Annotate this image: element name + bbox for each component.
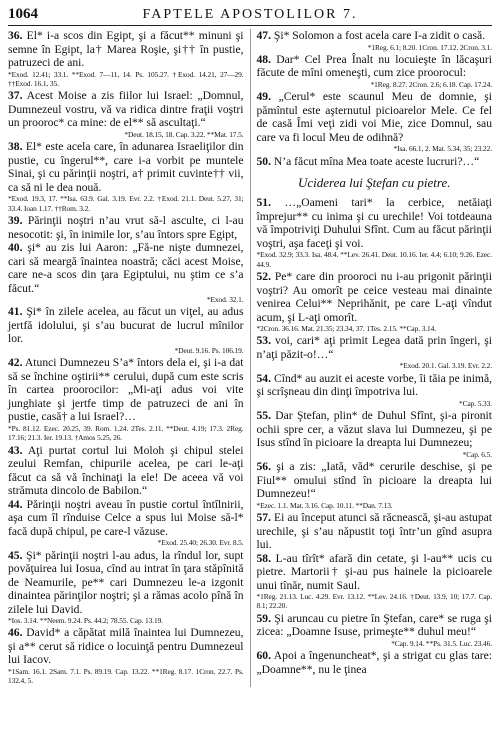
verse-text: Şi aruncau cu pietre în Ştefan, care* se ruga şi zicea: „Doamne Isuse, primeşte** duhul meu!“ xyxy=(256,611,492,639)
cross-reference: *Cap. 5.33. xyxy=(459,398,492,408)
verse-number: 46. xyxy=(8,626,23,640)
verse-number: 50. xyxy=(256,154,271,168)
verse-number: 54. xyxy=(256,371,271,385)
cross-reference: *Exod. 32.1. xyxy=(206,295,244,305)
verse-number: 58. xyxy=(256,551,271,565)
verse xyxy=(257,649,493,676)
verse-text: David* a căpătat milă înaintea lui Dumnezeu, şi a** cerut să ridice o locuinţă pentru Dumnezeul lui Iacov. xyxy=(8,626,244,667)
verse-text: Acest Moise a zis fiilor lui Israel: „Domnul, Dumnezeul vostru, vă va ridica dintre fraţii voştri un prooroc* ca mine: de el** să ascultaţi.“ xyxy=(8,89,244,130)
section-heading: Uciderea lui Ştefan cu pietre. xyxy=(298,175,451,191)
verse-number: 51. xyxy=(256,196,271,210)
verse xyxy=(257,612,493,639)
verse xyxy=(8,214,244,241)
verse-number: 39. xyxy=(8,214,23,228)
verse xyxy=(257,372,493,399)
verse xyxy=(8,89,244,130)
verse-text: „Cerul* este scaunul Meu de domnie, şi pămîntul este aşternutul picioarelor Mele. Ce fel de casă Îmi veţi zidi voi Mie, zice Domnul, sau care va fi locul Meu de odihnă? xyxy=(256,90,492,144)
verse-number: 48. xyxy=(256,52,271,66)
verse xyxy=(8,498,244,539)
verse-text: Cînd* au auzit ei aceste vorbe, îi tăia pe inimă, şi scrîşneau din dinţi împotriva lui. xyxy=(256,371,492,399)
cross-reference: *1Reg. 8.27. 2Cron. 2.6; 6.18. Cap. 17.24. xyxy=(370,79,492,89)
right-column xyxy=(251,29,493,687)
verse-text: Dar* Cel Prea Înalt nu locuieşte în lăcaşuri făcute de mîni omeneşti, cum zice proorocul: xyxy=(256,52,492,80)
page-header xyxy=(8,6,492,26)
verse xyxy=(257,460,493,501)
verse xyxy=(257,29,493,43)
cross-reference: *1Reg. 21.13. Luc. 4.29. Evr. 13.12. **Lev. 24.16. †Deut. 13.9, 10; 17.7. Cap. 8.1; 22.20. xyxy=(256,592,492,611)
verse xyxy=(8,356,244,424)
cross-reference: *Ps. 81.12. Ezec. 20.25, 39. Rom. 1.24. 2Tes. 2.11. **Deut. 4.19; 17.3. 2Reg. 17.16; 21.3. Ier. 19.13. †Amos 5.25, 26. xyxy=(8,423,244,443)
verse-text: Şi* părinţii noştri l-au adus, la rîndul lor, supt povăţuirea lui Iosua, cînd au intrat în ţara stăpînită de Neamurile, pe** cari Dumnezeu le-a izgonit dinaintea părinţilor noştri; şi a rămas acolo pînă în zilele lui David. xyxy=(8,548,244,616)
cross-reference: *Deut. 9.16. Ps. 106.19. xyxy=(174,345,244,355)
verse-number: 43. xyxy=(8,443,23,457)
verse-text: voi, cari* aţi primit Legea dată prin îngeri, şi n’aţi păzit-o!…“ xyxy=(256,334,492,361)
verse-number: 44. xyxy=(8,497,23,511)
verse xyxy=(257,409,493,450)
verse xyxy=(257,270,493,324)
verse-number: 37. xyxy=(8,89,23,103)
verse-number: 49. xyxy=(256,90,271,104)
verse-text: El* i-a scos din Egipt, şi a făcut** minuni şi semne în Egipt, la† Marea Roşie, şi†† în pustie, patruzeci de ani. xyxy=(8,29,244,69)
verse xyxy=(257,334,493,361)
verse-number: 42. xyxy=(8,356,23,370)
verse-number: 38. xyxy=(8,140,23,154)
cross-reference: *Exod. 20.1. Gal. 3.19. Evr. 2.2. xyxy=(399,361,492,371)
verse xyxy=(257,155,493,169)
cross-reference: *Ezec. 1.1. Mat. 3.16. Cap. 10.11. **Dan. 7.13. xyxy=(256,500,393,510)
verse-text: şi a zis: „Iată, văd* cerurile deschise, şi pe Fiul** omului stînd în picioare la dreapta lui Dumnezeu!“ xyxy=(256,460,492,501)
cross-reference: *Ios. 3.14. **Neem. 9.24. Ps. 44.2; 78.55. Cap. 13.19. xyxy=(8,616,163,626)
verse-number: 41. xyxy=(8,305,23,319)
verse-text: Aţi purtat cortul lui Moloh şi chipul stelei zeului Remfan, chipurile acelea, pe cari le-aţi făcut ca să vă închinaţi la ele! De aceea vă voi strămuta dincolo de Babilon.“ xyxy=(8,443,244,498)
verse-number: 47. xyxy=(256,29,271,42)
verse-text: Părinţii noştri n’au vrut să-l asculte, ci l-au nesocotit: şi, în inimile lor, s’au întors spre Egipt, xyxy=(8,214,244,241)
verse xyxy=(257,552,493,593)
verse-text: Ei au început atunci să răcnească, şi-au astupat urechile, şi s’au năpustit toţi într’un gînd asupra lui. xyxy=(256,511,492,552)
verse-number: 56. xyxy=(256,460,271,474)
verse-text: Şi* în zilele acelea, au făcut un viţel, au adus jertfă idolului, şi s’au bucurat de lucrul mînilor lor. xyxy=(8,305,244,346)
verse-number: 36. xyxy=(8,29,23,42)
verse-text: şi* au zis lui Aaron: „Fă-ne nişte dumnezei, cari să meargă înaintea noastră; căci acest Moise, care ne-a scos din ţara Egiptului, nu ştim ce s’a făcut.“ xyxy=(8,241,244,295)
verse-text: Apoi a îngenuncheat*, şi a strigat cu glas tare: „Doamne**, nu le ţinea xyxy=(256,649,492,676)
cross-reference: *Exod. 32.9; 33.3. Isa. 48.4. **Lev. 26.41. Deut. 10.16. Ier. 4.4; 6.10; 9.26. Ezec. 44.9. xyxy=(256,250,492,269)
verse-number: 45. xyxy=(8,548,23,562)
verse-number: 52. xyxy=(256,270,271,284)
verse xyxy=(257,53,493,80)
verse-number: 59. xyxy=(256,611,271,625)
verse xyxy=(257,511,493,552)
page-number: 1064 xyxy=(8,6,38,22)
verse-text: Pe* care din prooroci nu i-au prigonit părinţii voştri? Au omorît pe ceice vesteau mai dinainte venirea Celui** Neprihănit, pe care L-aţi vîndut acum, şi L-aţi omorît. xyxy=(256,270,492,324)
cross-reference: *Exod. 12.41; 33.1. **Exod. 7—11, 14. Ps. 105.27. †Exod. 14.21, 27—29. ††Exod. 16.1, 35. xyxy=(8,69,244,88)
verse-number: 60. xyxy=(256,649,271,663)
cross-reference: *2Cron. 36.16. Mat. 21.35; 23.34, 37. 1Tes. 2.15. **Cap. 3.14. xyxy=(256,324,436,334)
cross-reference: *Exod. 25.40; 26.30. Evr. 8.5. xyxy=(157,538,244,548)
cross-reference: *Deut. 18.15, 18. Cap. 3.22. **Mat. 17.5. xyxy=(124,129,244,139)
verse-text: Şi* Solomon a fost acela care I-a zidit o casă. xyxy=(273,29,486,42)
verse-text: Dar Ştefan, plin* de Duhul Sfînt, şi-a pironit ochii spre cer, a văzut slava lui Dumnezeu, şi pe Isus stînd în picioare la dreapta lui Dumnezeu; xyxy=(256,409,492,450)
verse xyxy=(257,90,493,144)
text-columns xyxy=(8,29,492,687)
cross-reference: *Exod. 19.3, 17. **Isa. 63.9. Gal. 3.19. Evr. 2.2. †Exod. 21.1. Deut. 5.27, 31; 33.4. Ioan 1.17. ††Rom. 3.2. xyxy=(8,194,244,213)
verse-text: L-au tîrît* afară din cetate, şi l-au** ucis cu pietre. Martorii† şi-au pus hainele la picioarele unui tînăr, numit Saul. xyxy=(256,551,492,592)
cross-reference: *Cap. 6.5. xyxy=(462,449,492,459)
verse-text: N’a făcut mîna Mea toate aceste lucruri?…“ xyxy=(273,154,480,168)
verse xyxy=(8,241,244,295)
verse xyxy=(8,444,244,498)
verse xyxy=(8,549,244,617)
verse-number: 55. xyxy=(256,409,271,423)
verse-text: Părinţii noştri aveau în pustie cortul întîlnirii, aşa cum îl rînduise Celce a spus lui Moise să-l* facă după chipul, pe care-l văzuse. xyxy=(8,497,244,538)
verse xyxy=(8,305,244,346)
verse xyxy=(8,140,244,194)
verse-number: 57. xyxy=(256,511,271,525)
book-title: FAPTELE APOSTOLILOR 7. xyxy=(142,7,358,22)
cross-reference: *Cap. 9.14. **Ps. 31.5. Luc. 23.46. xyxy=(391,638,492,648)
left-column xyxy=(8,29,251,687)
cross-reference: *Isa. 66.1, 2. Mat. 5.34, 35; 23.22. xyxy=(393,144,492,154)
verse-text: El* este acela care, în adunarea Israeliţilor din pustie, cu îngerul**, care i-a vorbit pe muntele Sinai, şi cu părinţii noştri, a† primit cuvinte†† vii, ca să ni le dea nouă. xyxy=(8,140,244,194)
verse xyxy=(8,29,244,70)
verse xyxy=(257,196,493,250)
verse-number: 40. xyxy=(8,241,23,255)
cross-reference: *1Sam. 16.1. 2Sam. 7.1. Ps. 89.19. Cap. 13.22. **1Reg. 8.17. 1Cron. 22.7. Ps. 132.4, 5. xyxy=(8,666,244,686)
verse xyxy=(8,626,244,667)
verse-text: Atunci Dumnezeu S’a* întors dela ei, şi i-a dat să se închine oştirii** cerului, după cum este scris în cartea proorocilor: „Mi-aţi adus voi vite junghiate şi jertfe timp de patruzeci de ani în pustie, casă† a lui Israel?… xyxy=(8,356,244,424)
verse-number: 53. xyxy=(256,334,271,348)
cross-reference: *1Reg. 6.1; 8.20. 1Cron. 17.12. 2Cron. 3.1. xyxy=(367,42,492,52)
verse-text: …„Oameni tari* la cerbice, netăiaţi împrejur** cu inima şi cu urechile! Voi totdeauna vă împotriviţi Duhului Sfînt. Cum au făcut părinţii voştri, aşa faceţi şi voi. xyxy=(256,196,492,250)
